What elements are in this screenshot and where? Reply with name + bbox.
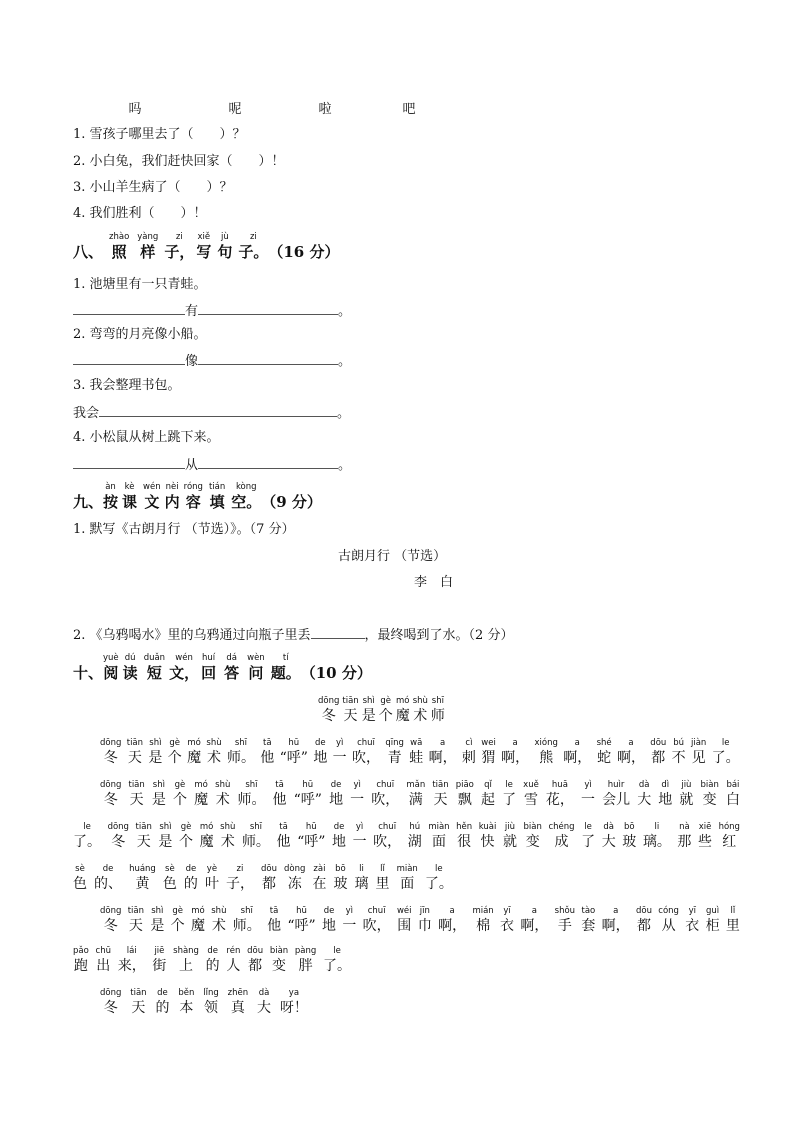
pinyin-char: wei 猬 <box>481 738 496 766</box>
pinyin-char: tào 套 <box>581 906 596 934</box>
pinyin-char: yì 一 <box>581 780 596 808</box>
pinyin-char: hū “呼” <box>287 906 316 934</box>
pinyin-char: bō 玻 <box>622 822 637 850</box>
pinyin-char: dōng 冬 <box>318 696 340 724</box>
pinyin-char: shì 是 <box>151 780 166 808</box>
pinyin-char: hū “呼” <box>297 822 326 850</box>
pinyin-char: shī 师。 <box>226 738 255 766</box>
pinyin-char: dì 地 <box>658 780 673 808</box>
pinyin-char: yì 一 <box>342 906 357 934</box>
pinyin-char: tā 他 <box>260 738 275 766</box>
pinyin-char: shù 术 <box>206 738 222 766</box>
poem-title: 古朗月行 （节选） <box>338 549 447 564</box>
pinyin-char: shì 是 <box>158 822 173 850</box>
pinyin-char: mó 魔 <box>199 822 214 850</box>
pinyin-char: biàn 变 <box>269 946 289 974</box>
pinyin-char: tā 他 <box>276 822 291 850</box>
pinyin-char: shù 术 <box>215 780 231 808</box>
pinyin-char: shì 是 <box>150 906 165 934</box>
pinyin-char: shì 是 <box>361 696 376 724</box>
pinyin-char: dōu 都 <box>247 946 264 974</box>
word-option: 呢 <box>228 102 242 117</box>
pinyin-char: tiān 天 <box>130 988 147 1016</box>
fill-question: 1. 雪孩子哪里去了（ ）？ <box>73 127 246 142</box>
pinyin-char: hū “呼” <box>293 780 322 808</box>
pinyin-char: dòng 冻 <box>284 864 306 892</box>
pinyin-char: miàn 面 <box>428 822 450 850</box>
pinyin-char: yì 一 <box>350 780 365 808</box>
pinyin-char: jīn 巾 <box>417 906 432 934</box>
pinyin-char: dōu 都 <box>650 738 667 766</box>
pinyin-char: yī 衣 <box>500 906 515 934</box>
pinyin-char: le 了。 <box>323 946 351 974</box>
pinyin-char: shì 是 <box>148 738 163 766</box>
section-8-heading: 八、 zhào 照 yàng 样 zi 子， xiě 写 jù 句 zi 子。 （16 分） <box>73 232 340 261</box>
pinyin-char: a 啊， <box>601 906 630 934</box>
pinyin-char: jiù 就 <box>679 780 694 808</box>
section-score: （16 分） <box>268 243 340 261</box>
pinyin-char: kuài 快 <box>478 822 497 850</box>
section-score: （9 分） <box>261 493 322 511</box>
pinyin-char: lǐng 领 <box>203 988 219 1016</box>
answer-line: 我会 。 <box>73 406 351 421</box>
pinyin-char: wéi 围 <box>396 906 412 934</box>
pinyin-char: chuī 吹， <box>362 906 391 934</box>
pinyin-char: sè 色 <box>162 864 177 892</box>
pinyin-char: de 地 <box>329 780 344 808</box>
pinyin-char: tiān 天 <box>135 822 152 850</box>
pinyin-char: yì 一 <box>352 822 367 850</box>
answer-blank[interactable] <box>311 626 365 639</box>
pinyin-char: dōng 冬 <box>100 738 122 766</box>
pinyin-char: lǐ 里 <box>375 864 390 892</box>
pinyin-char: tiān 天 <box>128 780 145 808</box>
poem-author: 李 白 <box>414 575 454 590</box>
pinyin-char: a 啊， <box>616 738 645 766</box>
answer-line: 从 。 <box>73 456 351 474</box>
pinyin-char: mó 魔 <box>395 696 410 724</box>
pinyin-char: de 地 <box>313 738 328 766</box>
pinyin-char: bú 不 <box>671 738 686 766</box>
pinyin-char: shé 蛇 <box>596 738 612 766</box>
story-title <box>318 696 445 725</box>
story-line <box>100 780 740 809</box>
pinyin-char: xióng 熊 <box>534 738 558 766</box>
pinyin-char: wā 蛙 <box>409 738 424 766</box>
pinyin-char: nà 那 <box>677 822 692 850</box>
pinyin-char: a 啊， <box>438 906 467 934</box>
pinyin-char: shù 术 <box>412 696 428 724</box>
example-sentence: 3. 我会整理书包。 <box>73 378 181 393</box>
pinyin-char: jiàn 见 <box>690 738 707 766</box>
fill-question: 2. 小白兔，我们赶快回家（ ）！ <box>73 154 285 169</box>
example-sentence: 4. 小松鼠从树上跳下来。 <box>73 430 220 445</box>
pinyin-char: yè 叶 <box>204 864 219 892</box>
pinyin-char: bō 玻 <box>333 864 348 892</box>
pinyin-char: běn 本 <box>178 988 195 1016</box>
pinyin-char: shù 术 <box>220 822 236 850</box>
pinyin-char: shǒu 手 <box>554 906 576 934</box>
pinyin-char: tiān 天 <box>126 738 144 766</box>
pinyin-char: cì 刺 <box>461 738 476 766</box>
pinyin-char: gè 个 <box>170 906 185 934</box>
pinyin-char: hú 湖 <box>407 822 422 850</box>
pinyin-char: le 了 <box>581 822 596 850</box>
word-bank <box>106 102 438 118</box>
pinyin-char: yī 衣 <box>685 906 700 934</box>
pinyin-char: le 了。 <box>424 864 453 892</box>
fill-question: 4. 我们胜利（ ）！ <box>73 206 207 221</box>
pinyin-char: dōng 冬 <box>107 822 129 850</box>
pinyin-char: de 地 <box>332 822 346 850</box>
answer-blank[interactable] <box>198 456 338 469</box>
pinyin-char: shù 术 <box>211 906 227 934</box>
pinyin-char: mó 魔 <box>187 738 202 766</box>
story-line <box>100 906 740 935</box>
fill-question: 3. 小山羊生病了（ ）？ <box>73 180 233 195</box>
pinyin-char: a 啊， <box>501 738 530 766</box>
answer-blank[interactable] <box>99 404 337 417</box>
pinyin-char: a 啊， <box>428 738 457 766</box>
pinyin-char: jiē 街 <box>152 946 167 974</box>
answer-line: 有 。 <box>73 302 351 320</box>
question-1: 1. 默写《古朗月行 （节选）》。（7 分） <box>73 522 295 537</box>
word-option: 啦 <box>318 102 332 117</box>
word-option: 吧 <box>402 102 416 117</box>
pinyin-char: bái 白 <box>725 780 740 808</box>
pinyin-char: cóng 从 <box>658 906 679 934</box>
pinyin-char: dōu 都 <box>261 864 277 892</box>
word-option: 吗 <box>128 102 142 117</box>
pinyin-char: a 啊， <box>563 738 592 766</box>
pinyin-char: le 了。 <box>73 822 101 850</box>
pinyin-char: mián 棉 <box>472 906 494 934</box>
pinyin-char: dà 大 <box>637 780 652 808</box>
pinyin-char: piāo 飘 <box>455 780 474 808</box>
example-sentence: 1. 池塘里有一只青蛙。 <box>73 277 207 292</box>
pinyin-char: chuī 吹， <box>371 780 400 808</box>
pinyin-char: chū 出 <box>95 946 111 974</box>
pinyin-char: dà 大 <box>257 988 272 1016</box>
answer-blank[interactable] <box>73 302 185 315</box>
pinyin-char: de 的 <box>155 988 170 1016</box>
pinyin-char: zi 子， <box>225 864 254 892</box>
answer-line: 像 。 <box>73 352 351 370</box>
pinyin-char: lái 来， <box>117 946 146 974</box>
answer-blank[interactable] <box>198 302 338 315</box>
example-sentence: 2. 弯弯的月亮像小船。 <box>73 327 207 342</box>
pinyin-char: mó 魔 <box>190 906 205 934</box>
pinyin-char: de 地 <box>322 906 337 934</box>
pinyin-char: dōng 冬 <box>100 988 122 1016</box>
pinyin-char: chéng 成 <box>548 822 575 850</box>
pinyin-char: lǐ 里 <box>725 906 740 934</box>
story-line <box>73 864 453 893</box>
pinyin-char: tā 他 <box>272 780 287 808</box>
pinyin-char: de 的、 <box>94 864 123 892</box>
pinyin-char: tā 他 <box>267 906 282 934</box>
pinyin-char: xiē 些 <box>698 822 712 850</box>
section-number: 十、 <box>73 664 104 682</box>
pinyin-char: li 璃 <box>354 864 369 892</box>
pinyin-char: huā 花， <box>545 780 574 808</box>
pinyin-char: gè 个 <box>167 738 182 766</box>
pinyin-char: gè 个 <box>378 696 393 724</box>
pinyin-char: huìr 会儿 <box>602 780 631 808</box>
pinyin-char: shàng 上 <box>173 946 199 974</box>
section-score: （10 分） <box>300 664 372 682</box>
pinyin-char: dōng 冬 <box>100 780 122 808</box>
question-2: 2. 《乌鸦喝水》里的乌鸦通过向瓶子里丢 ，最终喝到了水。（2 分） <box>73 628 514 643</box>
answer-blank[interactable] <box>198 352 338 365</box>
pinyin-char: miàn 面 <box>396 864 418 892</box>
pinyin-char: le 了。 <box>711 738 740 766</box>
pinyin-char: yì 一 <box>332 738 347 766</box>
pinyin-char: hěn 很 <box>456 822 473 850</box>
pinyin-char: mǎn 满 <box>406 780 426 808</box>
pinyin-char: pǎo 跑 <box>73 946 89 974</box>
pinyin-char: mó 魔 <box>194 780 209 808</box>
pinyin-char: sè 色 <box>73 864 87 892</box>
section-9-heading: 九、 àn 按 kè 课 wén 文 nèi 内 róng 容 tián 填 kòng 空。 （9 分） <box>73 482 322 511</box>
pinyin-char: chuī 吹， <box>352 738 380 766</box>
pinyin-char: zài 在 <box>312 864 327 892</box>
pinyin-char: gè 个 <box>179 822 193 850</box>
pinyin-char: shī 师。 <box>241 822 270 850</box>
story-line <box>73 822 740 851</box>
pinyin-char: jiù 就 <box>502 822 517 850</box>
story-line <box>100 988 308 1017</box>
pinyin-char: rén 人 <box>226 946 241 974</box>
answer-blank[interactable] <box>73 456 185 469</box>
pinyin-char: dōng 冬 <box>100 906 122 934</box>
pinyin-char: a 啊， <box>520 906 549 934</box>
pinyin-char: hū “呼” <box>279 738 308 766</box>
pinyin-char: zhēn 真 <box>227 988 249 1016</box>
pinyin-char: ya 呀！ <box>279 988 308 1016</box>
section-number: 八、 <box>73 243 104 261</box>
pinyin-char: le 了 <box>502 780 517 808</box>
pinyin-char: tiān 天 <box>127 906 144 934</box>
section-number: 九、 <box>73 493 104 511</box>
pinyin-char: biàn 变 <box>523 822 542 850</box>
pinyin-char: huáng 黄 <box>129 864 156 892</box>
pinyin-char: guì 柜 <box>705 906 720 934</box>
pinyin-char: hóng 红 <box>718 822 740 850</box>
pinyin-char: chuī 吹， <box>373 822 402 850</box>
pinyin-char: xuě 雪 <box>523 780 539 808</box>
story-line <box>73 946 351 975</box>
story-line <box>100 738 740 767</box>
pinyin-char: tiān 天 <box>432 780 449 808</box>
section-10-heading: 十、 yuè 阅 dú 读 duǎn 短 wén 文， huí 回 dá 答 wèn 问 tí 题。 （10 分） <box>73 653 372 682</box>
pinyin-char: qīng 青 <box>385 738 404 766</box>
pinyin-char: shī 师 <box>430 696 445 724</box>
pinyin-char: tiān 天 <box>342 696 359 724</box>
pinyin-char: shī 师。 <box>237 780 266 808</box>
pinyin-char: li 璃。 <box>642 822 671 850</box>
pinyin-char: dōu 都 <box>635 906 652 934</box>
pinyin-char: shī 师。 <box>232 906 261 934</box>
pinyin-char: biàn 变 <box>700 780 719 808</box>
pinyin-char: qǐ 起 <box>480 780 495 808</box>
pinyin-char: de 的 <box>183 864 198 892</box>
pinyin-char: de 的 <box>205 946 220 974</box>
pinyin-char: pàng 胖 <box>294 946 317 974</box>
pinyin-char: dà 大 <box>601 822 616 850</box>
pinyin-char: gè 个 <box>172 780 187 808</box>
answer-blank[interactable] <box>73 352 185 365</box>
